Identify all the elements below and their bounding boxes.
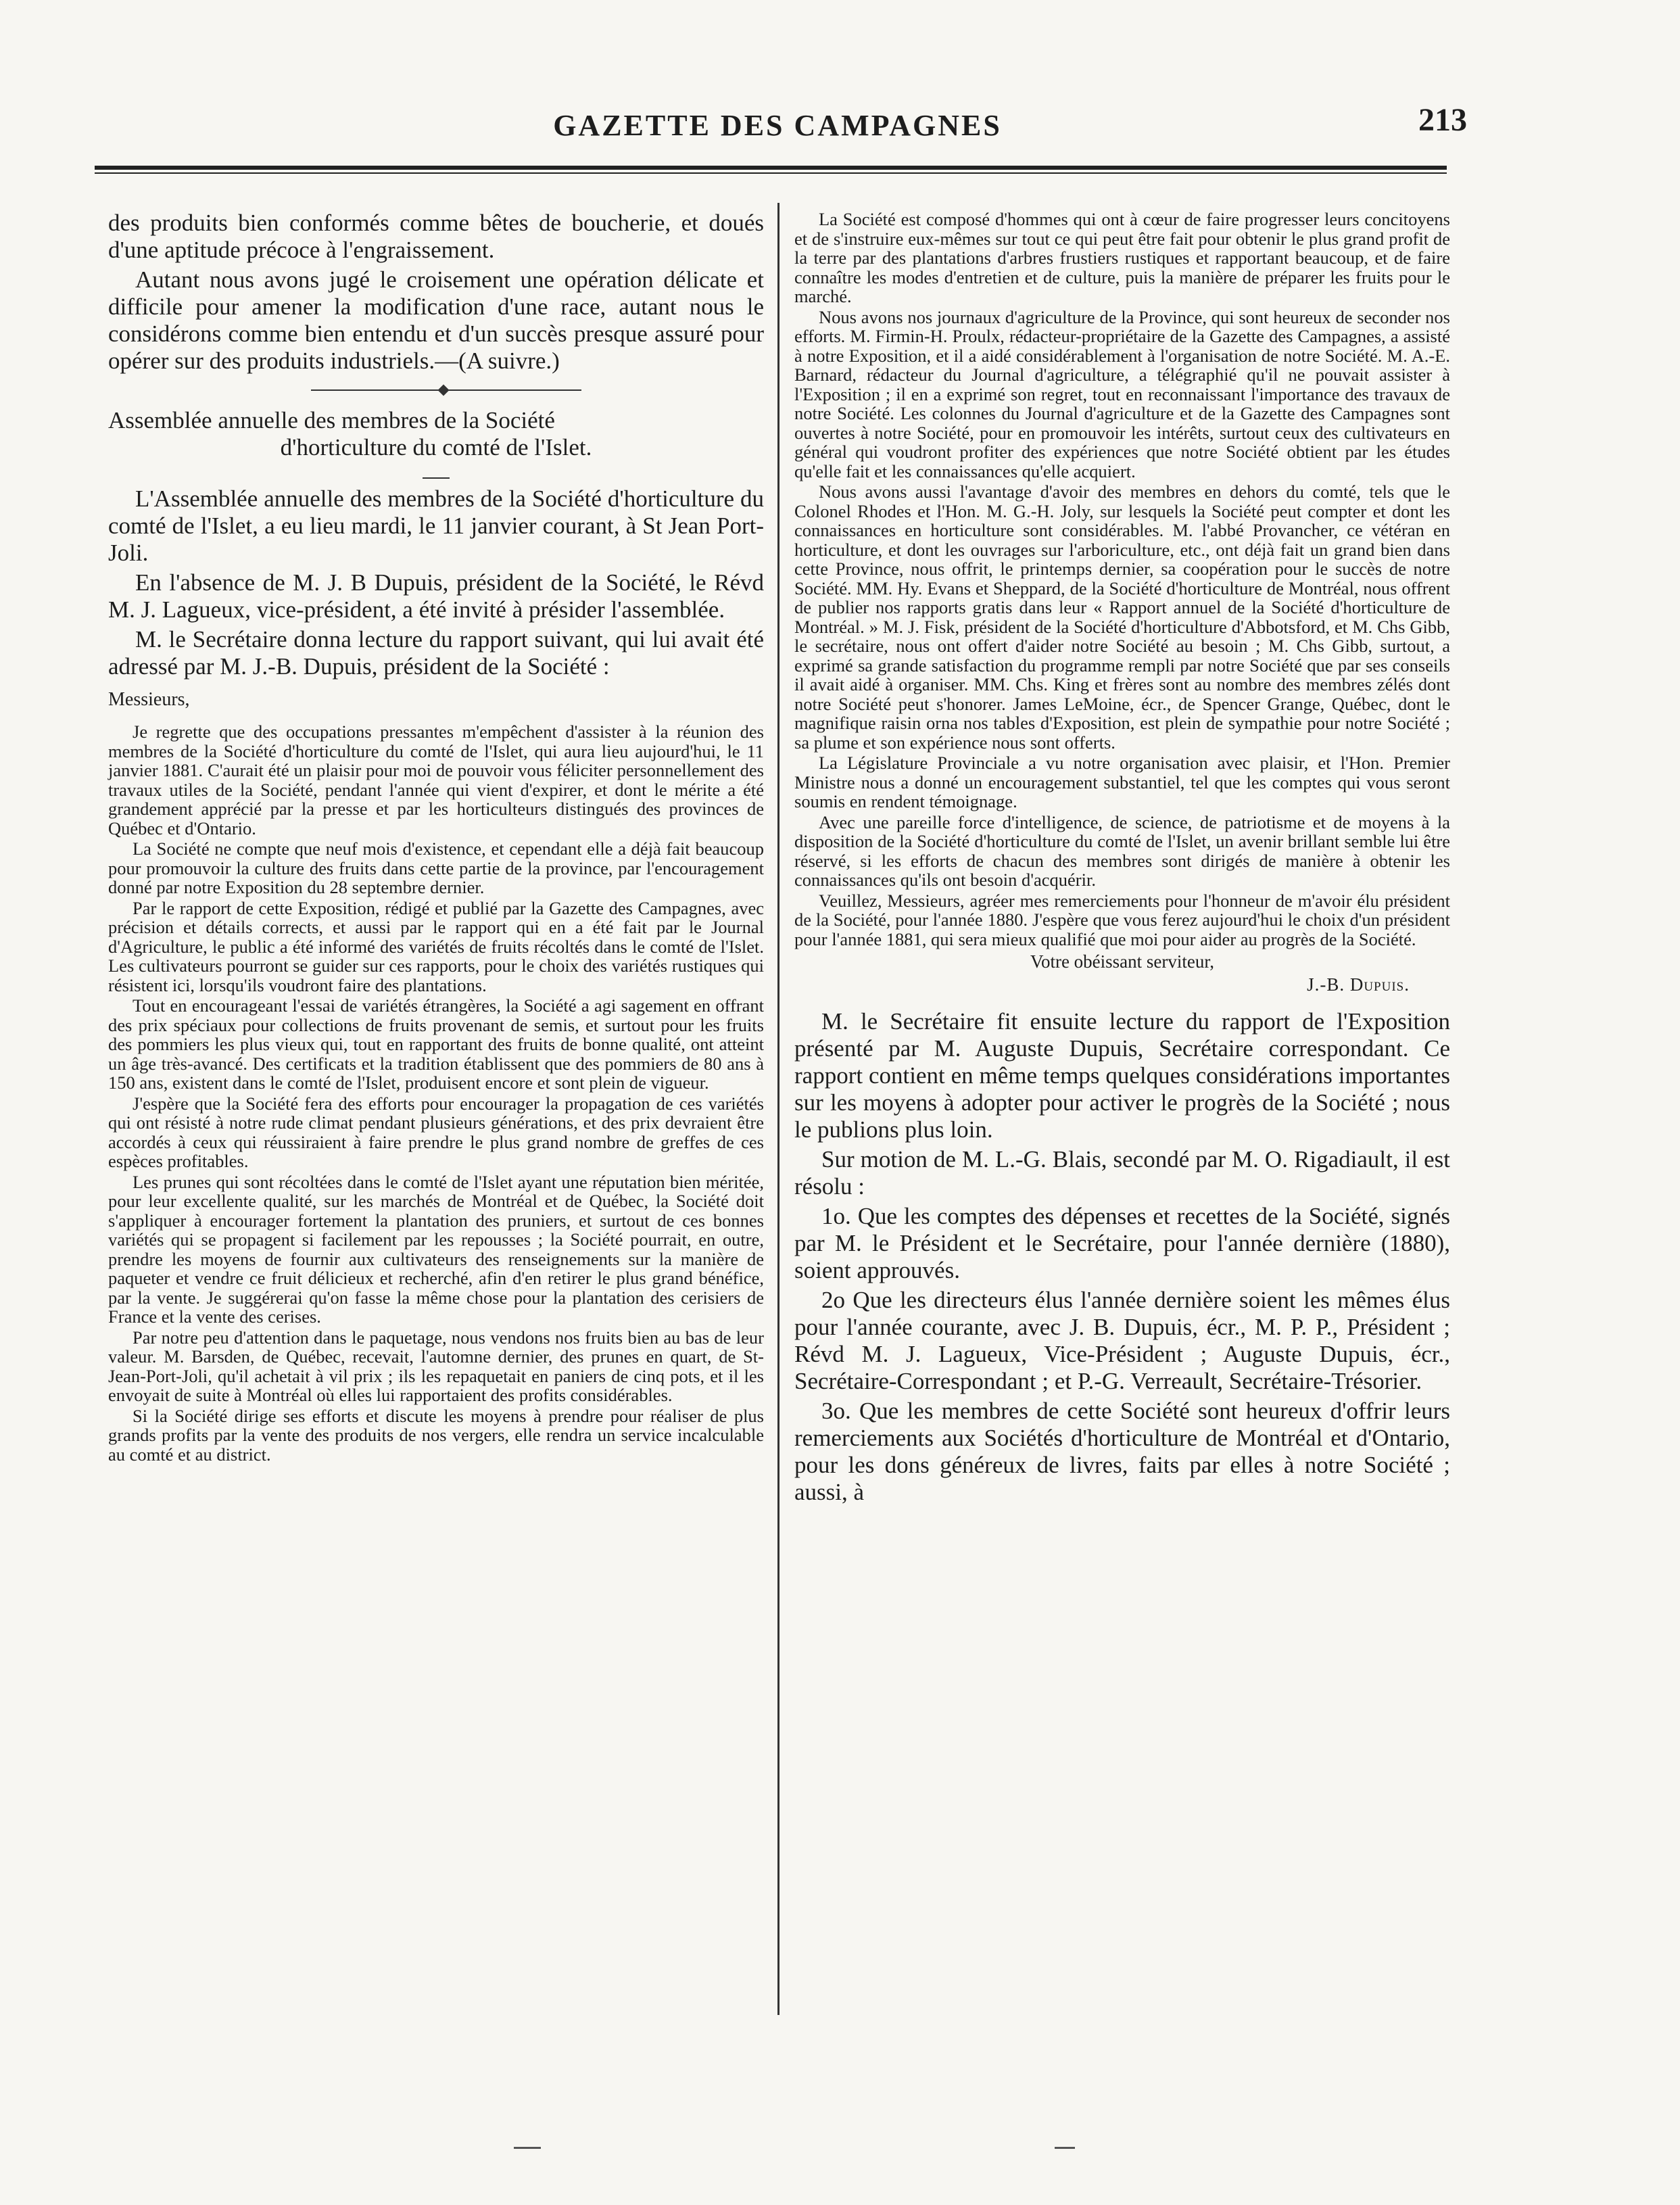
paragraph: Par le rapport de cette Exposition, rédigé et publié par la Gazette des Campagnes, avec précision et détails corrects, et aussi par le rapport qui en a été fait par le Journal d'Agriculture, le public a été informé des variétés de fruits récoltés dans le comté de l'Islet. Les cultivateurs pourront se guider sur ces rapports, pour le choix des variétés rustiques qui résistent ici, lorsqu'ils voudront faire des plantations.	[108, 897, 764, 995]
header-rule	[95, 166, 1447, 170]
header-rule-thin	[95, 172, 1447, 174]
paragraph: Je regrette que des occupations pressantes m'empêchent d'assister à la réunion des membres de la Société d'horticulture du comté de l'Islet, qui aura lieu aujourd'hui, le 11 janvier 1881. C'aurait été un plaisir pour moi de pouvoir vous féliciter personnellement des travaux utiles de la Société, pendant l'année qui vient d'expirer, et dont le mérite a été grandement apprécié par la presse et par les horticulteurs distingués des provinces de Québec et d'Ontario.	[108, 721, 764, 838]
paragraph: Avec une pareille force d'intelligence, de science, de patriotisme et de moyens à la disposition de la Société d'horticulture du comté de l'Islet, un avenir brillant semble lui être réservé, si les efforts de chacun des membres sont dirigés de manière à obtenir les connaissances qu'ils ont besoin d'acquérir.	[794, 811, 1450, 890]
heading-line: Assemblée annuelle des membres de la Société	[108, 407, 555, 433]
paragraph: Tout en encourageant l'essai de variétés étrangères, la Société a agi sagement en offrant des prix spéciaux pour collections de fruits provenant de semis, et surtout pour les fruits des pommiers les plus vieux qui, tout en rapportant des fruits de bonne qualité, ont atteint un âge très-avancé. Des certificats et la tradition établissent que des pommiers de 80 ans à 150 ans, existent dans le comté de l'Islet, produisent encore et sont plein de vigueur.	[108, 995, 764, 1093]
paragraph: Nous avons nos journaux d'agriculture de la Province, qui sont heureux de seconder nos efforts. M. Firmin-H. Proulx, rédacteur-propriétaire de la Gazette des Campagnes, a assisté à notre Exposition, et il a aidé considérablement à l'organisation de notre Société. M. A.-E. Barnard, rédacteur du Journal d'agriculture, a télégraphié qu'il ne pouvait assister à l'Exposition ; il en a exprimé son regret, tout en reconnaissant l'importance des travaux de notre Société. Les colonnes du Journal d'agriculture et de la Gazette des Campagnes sont ouvertes à notre Société, pour en promouvoir les intérêts, surtout ceux des cultivateurs en général qui voudront profiter des expériences que notre Société obtient par les études qu'elle fait et les connaissances qu'elle acquiert.	[794, 306, 1450, 481]
paragraph: M. le Secrétaire fit ensuite lecture du rapport de l'Exposition présenté par M. Auguste Dupuis, Secrétaire correspondant. Ce rapport contient en même temps quelques considérations importantes sur les moyens à adopter pour activer le progrès de la Société ; nous le publions plus loin.	[794, 1008, 1450, 1143]
letter-salutation: Messieurs,	[108, 689, 190, 710]
letter-body	[108, 722, 764, 1464]
paragraph: La Société ne compte que neuf mois d'existence, et cependant elle a déjà fait beaucoup pour promouvoir la culture des fruits dans cette partie de la province, par l'encouragement donné par notre Exposition du 28 septembre dernier.	[108, 838, 764, 897]
paragraph: En l'absence de M. J. B Dupuis, président de la Société, le Révd M. J. Lagueux, vice-président, a été invité à présider l'assemblée.	[108, 569, 764, 623]
heading-rule	[423, 477, 450, 479]
letter-signature: J.-B. Dupuis.	[1307, 974, 1410, 995]
article-continuation	[108, 210, 764, 375]
ornament-divider	[108, 385, 764, 395]
paragraph: 1o. Que les comptes des dépenses et recettes de la Société, signés par M. le Président et le Secrétaire, pour l'année dernière (1880), soient approuvés.	[794, 1203, 1450, 1283]
paragraph: Veuillez, Messieurs, agréer mes remerciements pour l'honneur de m'avoir élu président de la Société, pour l'année 1880. J'espère que vous ferez aujourd'hui le choix d'un président pour l'année 1881, qui sera mieux qualifié que moi pour aider au progrès de la Société.	[794, 890, 1450, 949]
paragraph: Les prunes qui sont récoltées dans le comté de l'Islet ayant une réputation bien méritée, pour leur excellente qualité, sur les marchés de Montréal et de Québec, la Société doit s'appliquer à encourager fortement la plantation des pruniers, et surtout de ces bonnes variétés qui se propagent si facilement par les repousses ; la Société pourrait, en outre, prendre les moyens de fournir aux cultivateurs des renseignements sur la manière de paqueter et vendre ce fruit délicieux et recherché, afin d'en retirer le plus grand bénéfice, par la vente. Je suggérerai qu'on fasse la même chose pour la plantation des cerisiers de France et la vente des cerises.	[108, 1171, 764, 1327]
publication-title: GAZETTE DES CAMPAGNES	[553, 109, 1002, 142]
paragraph: des produits bien conformés comme bêtes de boucherie, et doués d'une aptitude précoce à l'engraissement.	[108, 210, 764, 263]
paragraph: L'Assemblée annuelle des membres de la Société d'horticulture du comté de l'Islet, a eu lieu mardi, le 11 janvier courant, à St Jean Port-Joli.	[108, 485, 764, 566]
paragraph: Nous avons aussi l'avantage d'avoir des membres en dehors du comté, tels que le Colonel Rhodes et l'Hon. M. G.-H. Joly, sur lesquels la Société peut compter et dont les connaissances en horticulture sont considérables. M. l'abbé Provancher, ce vétéran en horticulture, et dont les ouvrages sur l'arboriculture, etc., ont déjà fait un grand bien dans cette Province, nous offrit, le printemps dernier, sa coopération pour le succès de notre Société. MM. Hy. Evans et Sheppard, de la Société d'horticulture de Montréal, nous offrent de publier nos rapports gratis dans leur « Rapport annuel de la Société d'horticulture de Montréal. » M. J. Fisk, président de la Société d'horticulture d'Abbotsford, et M. Chs Gibb, le secrétaire, nous ont offert d'aider notre Société au besoin ; M. Chs Gibb, surtout, a exprimé sa grande satisfaction du programme rempli par notre Société que par ses conseils il avait aidé à organiser. MM. Chs. King et frères sont au nombre des membres zélés dont notre Société peut s'honorer. James LeMoine, écr., de Spencer Grange, Québec, dont le magnifique raisin orna nos tables d'Exposition, est plein de sympathie pour notre Société ; sa plume et son expérience nous sont offerts.	[794, 481, 1450, 753]
left-column	[108, 210, 764, 1465]
letter-body-continued	[794, 210, 1450, 949]
paragraph: La Société est composé d'hommes qui ont à cœur de faire progresser leurs concitoyens et de s'instruire eux-mêmes sur tout ce qui peut être fait pour obtenir le plus grand profit de la terre par des plantations d'arbres frustiers rustiques et rapportant beaucoup, et de faire connaître les modes d'entretien et de culture, puis la manière de préparer les fruits pour le marché.	[794, 209, 1450, 306]
minutes-body	[794, 1008, 1450, 1506]
article-heading	[108, 407, 764, 461]
paragraph: M. le Secrétaire donna lecture du rapport suivant, qui lui avait été adressé par M. J.-B. Dupuis, président de la Société :	[108, 626, 764, 680]
article-body	[108, 485, 764, 680]
paragraph: La Législature Provinciale a vu notre organisation avec plaisir, et l'Hon. Premier Ministre nous a donné un encouragement substantiel, tel que les comptes qui vous seront soumis en rendent témoignage.	[794, 753, 1450, 811]
paragraph: Sur motion de M. L.-G. Blais, secondé par M. O. Rigadiault, il est résolu :	[794, 1146, 1450, 1200]
paragraph: 2o Que les directeurs élus l'année dernière soient les mêmes élus pour l'année courante, avec J. B. Dupuis, écr., M. P. P., Président ; Révd M. J. Lagueux, Vice-Président ; Auguste Dupuis, écr., Secrétaire-Correspondant ; et P.-G. Verreault, Secrétaire-Trésorier.	[794, 1287, 1450, 1394]
right-column	[794, 210, 1450, 1509]
page-mark	[1055, 2147, 1075, 2149]
paragraph: Si la Société dirige ses efforts et discute les moyens à prendre pour réaliser de plus grands profits par la vente des produits de nos vergers, elle rendra un service incalculable au comté et au district.	[108, 1405, 764, 1465]
paragraph: 3o. Que les membres de cette Société sont heureux d'offrir leurs remerciements aux Sociétés d'horticulture de Montréal et d'Ontario, pour les dons généreux de livres, faits par elles à notre Société ; aussi, à	[794, 1398, 1450, 1505]
page-number: 213	[1418, 102, 1467, 138]
column-divider	[777, 203, 779, 2015]
diamond-ornament-icon	[438, 385, 450, 396]
heading-line: d'horticulture du comté de l'Islet.	[280, 434, 592, 460]
letter-closing: Votre obéissant serviteur,	[1030, 951, 1215, 972]
paragraph: Par notre peu d'attention dans le paquetage, nous vendons nos fruits bien au bas de leur valeur. M. Barsden, de Québec, recevait, l'automne dernier, des prunes en quart, de St-Jean-Port-Joli, qu'il achetait à vil prix ; ils les repaquetait en paniers de cinq pots, et il les envoyait de suite à Montréal où elles lui rapportaient des profits considérables.	[108, 1327, 764, 1405]
page-header	[101, 95, 1467, 149]
page-mark	[514, 2147, 541, 2149]
paragraph: J'espère que la Société fera des efforts pour encourager la propagation de ces variétés qui ont résisté à notre rude climat pendant plusieurs générations, et des prix devraient être accordés à ceux qui réussiraient à faire prendre le plus grand nombre de greffes de ces espèces profitables.	[108, 1093, 764, 1171]
paragraph: Autant nous avons jugé le croisement une opération délicate et difficile pour amener la modification d'une race, autant nous le considérons comme bien entendu et d'un succès presque assuré pour opérer sur des produits industriels.—(A suivre.)	[108, 266, 764, 374]
